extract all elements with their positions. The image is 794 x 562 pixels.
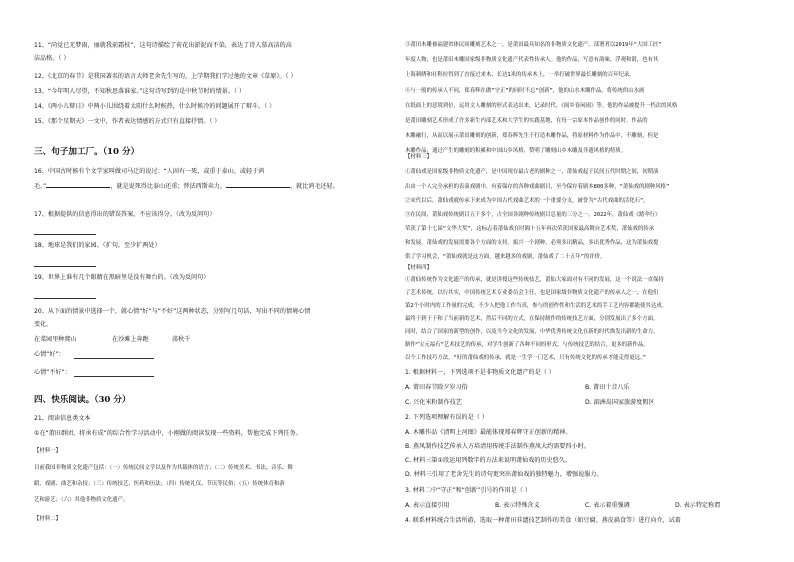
- q1-option-b[interactable]: B. 莆田十音八乐: [585, 384, 630, 391]
- question-15: 15、《那个星期天》一文中，作者表达情感的方式只有直接抒情。（ ）: [34, 118, 221, 125]
- question-17: 17、根据提供的信息得出的错误答案，不应该得分。（改为反问句）: [34, 211, 216, 218]
- q2-option-b[interactable]: B. 燕凤制作技艺传承人方培清用传统手法制作燕凤大约需要四小时。: [405, 443, 590, 450]
- q1-option-a[interactable]: A. 莆田春节除夕岁习俗: [405, 384, 468, 391]
- material-3-line-3: ②宋代以后，莆仙戏就传承下来成为中国古代戏曲艺术的一个重要分支，被誉为“古代戏曲的活化石”。: [405, 198, 649, 204]
- q16-blank-2[interactable]: [226, 183, 290, 188]
- mood-good-label: 心情“好”：: [34, 351, 65, 358]
- material-2-line-2: 年度人物，也是莆田木雕国家级非物质文化遗产代表性传承人。他的作品，写意有韵味、浮观和谐，也有其: [405, 57, 659, 63]
- material-2-line-6: 是莆田雕刻艺术形成了许多新生内部艺术和大学生的实践基地，在每一宗原本作品创作的同时。作品的: [405, 118, 648, 124]
- q18-answer-line[interactable]: [34, 266, 96, 267]
- question-21-4: 4. 联系材料统合生活所游，选取一种莆田非遗技艺制作的美食（如豆腐、燕皮扁食等）进行向介，试着: [405, 517, 681, 524]
- question-12: 12、《北京的春节》是我国著名的语言大师老舍先生写的，上学期我们学过他的文章《草原》。（ ）: [34, 73, 297, 80]
- material-4-line-2: 了艺术传统，以行其实，中国传统艺术专业委员会主任，也是国家级非物质文化遗产的传承人之一，在他们: [405, 290, 659, 296]
- scene-1: 在菜园里种爬山: [34, 336, 77, 343]
- material-3-label: 【材料三】: [405, 154, 432, 160]
- question-11: 11、“尚觉已无梦雨，丽就我前霜枝”，这句诗描绘了荷花出淤泥而不染，表达了诗人慕高洁的高: [34, 42, 292, 49]
- mood-good-line[interactable]: [74, 358, 154, 359]
- reading-intro: ①在“莆田群团，将承有成”的综合性学习活动中，小刚做的阅读发现一些资料，帮他完成下列任务。: [34, 430, 302, 437]
- question-21-1: 1. 根据材料一，下列选项不是非物质文化遗产的是（ ）: [405, 369, 555, 376]
- q17-answer-line[interactable]: [34, 234, 96, 235]
- question-21-3: 3. 材料二中“守正”和“创新”引号的作用是（ ）: [405, 487, 531, 494]
- q3-option-c[interactable]: C. 表示着重强调: [585, 502, 630, 509]
- question-11-cont: 洁品格。（ ）: [34, 55, 70, 62]
- material-4-line-6: 制作“宝元福石”艺术技艺的传承，对学生创新了各种不同的形式，与传统技艺的结合，更多的新作品。: [405, 342, 649, 348]
- question-20: 20、从下面的情景中选择一个，就心情“好”与“不好”这两种状态，分别写几句话，写出不同的情境心情: [34, 308, 311, 315]
- question-20-cont: 变化。: [34, 321, 53, 328]
- material-4-label: 【材料四】: [405, 265, 432, 271]
- q19-answer-line[interactable]: [34, 298, 96, 299]
- q16-text-b: ，就是说死得比泰山还重；替法西斯卖力，: [110, 183, 227, 190]
- material-3-line-2: 出由一个人完全承担的表演戏剧中，有着保存的各种戏曲剧目，至今保存着剧本800多种，“莆仙戏的剧种风格”: [405, 184, 670, 190]
- material-3-line-6: 和发展。莆仙戏的发展需要各个方面的支持。振兴一个剧种，必须多出精品，多出优秀作品，这为莆仙戏提: [405, 240, 659, 246]
- question-16-cont: [34, 183, 339, 190]
- material-2-line-1: ③莆田木雕被福建省体民间雕刻艺术之一，是莆田最具知名的非物质文化遗产。部署者以2019年“大国工匠”: [405, 42, 662, 48]
- q1-option-d[interactable]: D. 湄洲岛国家旅游度假区: [585, 399, 655, 406]
- material-2-line-5: 在纸面上的意境到位，运用文人雕刻的形式表达出来，记录时代，《闽乡春闲雨》等。他的作品被提升一档次的风格: [405, 103, 678, 109]
- material-1-line-3: 艺和游艺；（六）其他非物质文化遗产。: [34, 497, 129, 503]
- mood-bad-line[interactable]: [74, 376, 154, 377]
- q2-option-a[interactable]: A. 木雕作品《清明上河图》最能体现郑春辉守正创新的精神。: [405, 429, 572, 436]
- question-14: 14、《两小儿辩日》中两小儿围绕着太阳什么时候热，什么时候冷的问题展开了辩斗。（ ）: [34, 103, 276, 110]
- q3-option-d[interactable]: D. 表示特定称谓: [675, 502, 721, 509]
- material-3-line-5: 荣获了第十七届“文华大奖”，这标志着莆仙戏在时隔十五年再次荣获国家最高舞台艺术奖，莆仙戏的传承: [405, 226, 655, 232]
- question-21-2: 2. 下列选项理解有误的是（ ）: [405, 414, 488, 421]
- material-4-line-1: ①莆仙传统作为文化遗产的传承，就是讲授这些传统技艺，莆仙大家面对有不同的发展，这一个说法一直保持: [405, 277, 664, 283]
- q2-option-d[interactable]: D. 材料三引用了老舍先生的诗句更突出莆仙戏的独特魅力，增强说服力。: [405, 471, 603, 478]
- material-4-line-3: 第2个小时内的工作量的完成，不少人把他工作当真，参与的创作性和生活的艺术的手工艺内容都能使其达成。: [405, 303, 667, 309]
- section-3-heading: 三、句子加工厂。（10 分）: [34, 147, 140, 157]
- q16-text-c: ，就比鸿毛还轻。: [290, 183, 339, 190]
- scene-3: 荡秋千: [172, 336, 191, 343]
- material-2-line-7: 木雕融行，从而以展示莆田雕刻的创新，郑春辉先生于打造木雕作品，将原材料作为作品中，不雕刻，但是: [405, 133, 659, 139]
- material-2-line-3: 上海刺绣和社鞋拉得到了直接过来木、长达1米的传承木上，一举打破世界最长雕刻的百年纪录。: [405, 72, 635, 78]
- material-1-label: 【材料一】: [34, 448, 61, 454]
- material-2-line-8: 木雕作品，通过产生的雕刻的积累和中国山乡风格，赞明了雕刻山乡木雕及非遗风格的特质。: [405, 148, 627, 154]
- question-19: 19、世界上谁有几个眼睛在黑暗里是没有舞台的。（改为反问句）: [34, 274, 210, 281]
- material-1-line-1: 目前我国非物质文化遗产包括：（一）传统民间文学以及作为其载体的语言；（二）传统美术、书法、音乐、舞: [34, 465, 293, 471]
- mood-bad-label: 心情“不好”：: [34, 369, 71, 376]
- material-3-line-4: ③在民间，莆仙戏传统剧目五千多个，占全国各剧种传统剧目总量的三分之一。2022年，莆仙戏《踏伞行》: [405, 212, 661, 218]
- question-18: 18、地球是我们的家园。（扩句，至少扩两处）: [34, 242, 161, 249]
- q2-option-c[interactable]: C. 材料三第①段运用列数字的方法来说明莆仙戏的历史悠久。: [405, 457, 571, 464]
- question-16: 16、中国古时候有个文学家叫做司马迁的说过：“人固有一死，或重于泰山，或轻于鸿: [34, 168, 265, 175]
- q3-option-b[interactable]: B. 表示特殊含义: [495, 502, 540, 509]
- section-4-heading: 四、快乐阅读。（30 分）: [34, 395, 131, 405]
- material-4-line-5: 同时，结合了国家的新型的创作，以及当今文化的发展，中华优秀传统文化在新的时代焕发出新的生命力。: [405, 329, 659, 335]
- material-2-line-4: ④与一般的传承人不同，郑春辉在做“守正”的同时不忘“创新”，他的山水木雕作品，将传统的山水画: [405, 88, 645, 94]
- material-3-line-1: ①莆仙戏是国家级非物质文化遗产，是中国现存最古老的剧种之一，莆仙戏起于民间五代时期之间，初期演: [405, 169, 659, 175]
- q16-blank-1[interactable]: [46, 183, 110, 188]
- material-4-line-7: 以个工作技巧方法，“好的莆仙戏的传承，就是一生学一门艺术，只有传统文化的传承才能走得更远。”: [405, 355, 646, 361]
- q1-option-c[interactable]: C. 兴化米粉制作技艺: [405, 399, 462, 406]
- material-4-line-4: 最终于到于于和了当前新的艺术，然后不同的方式，在保持制作的传统技艺方面，分别发展出了多个方面。: [405, 316, 659, 322]
- material-3-line-7: 供了学习机会，“莆仙戏就是这方面，越来越多的戏剧，莆仙戏了二十五年”的评价。: [405, 254, 606, 260]
- question-21: 21、阅读信息类文本: [34, 415, 91, 422]
- material-2-label: 【材料二】: [34, 516, 61, 522]
- question-13: 13、“今年明人尽望，不知秋思落谁家。”这句诗写到的是中秋节时的情景。（ ）: [34, 88, 245, 95]
- q16-text-a: 毛。”: [34, 183, 47, 190]
- scene-2: 在沙滩上奔跑: [112, 336, 149, 343]
- material-1-line-2: 蹈、戏剧、曲艺和杂技；（三）传统技艺、医药和历法；（四）传统礼仪、节庆等民俗；（五）传统体育和游: [34, 481, 285, 487]
- q3-option-a[interactable]: A. 表示直接引用: [405, 502, 450, 509]
